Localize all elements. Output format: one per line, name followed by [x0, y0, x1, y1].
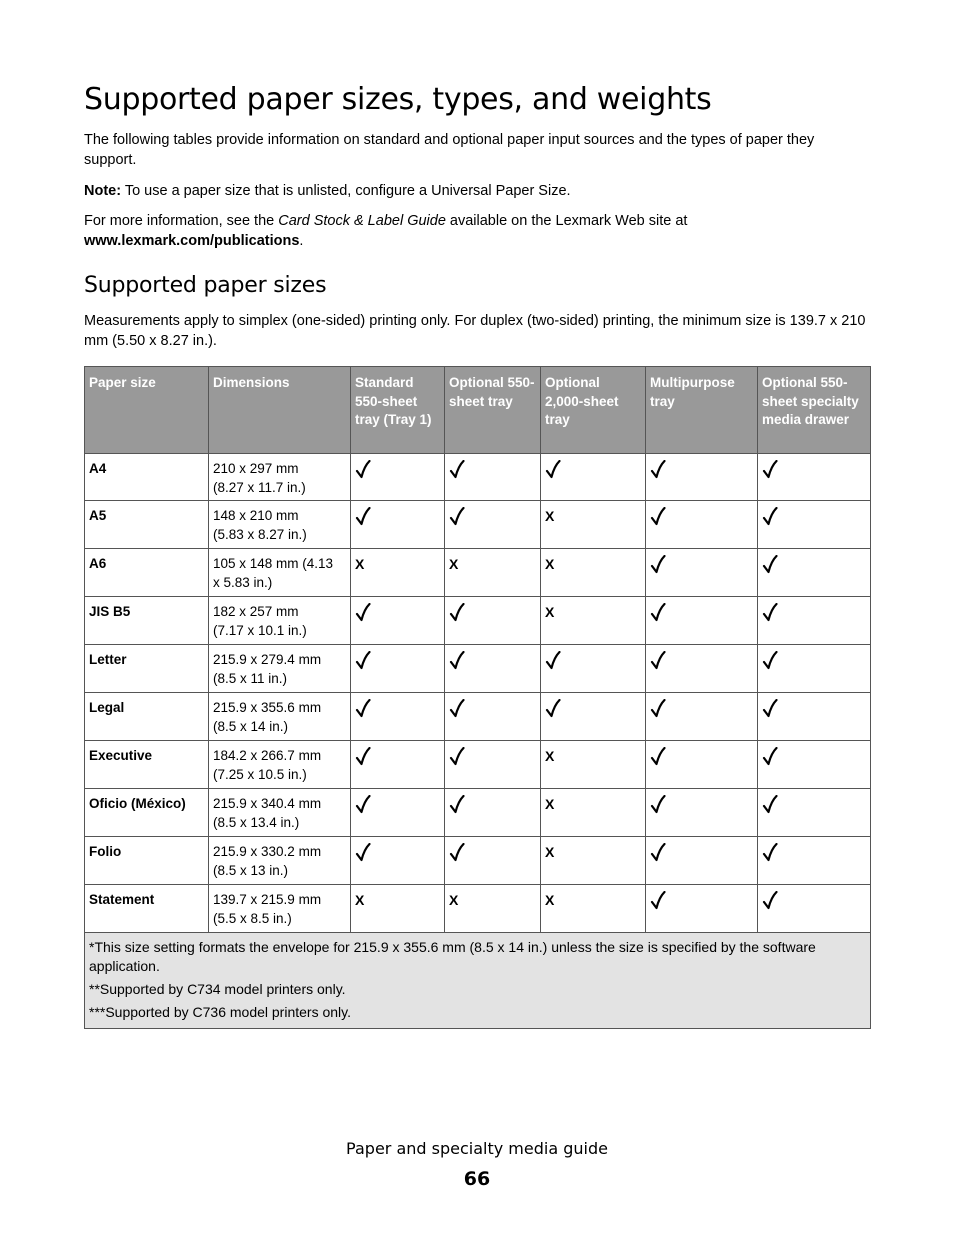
supported-cell: [646, 597, 758, 645]
paper-size-name: A4: [85, 454, 209, 501]
table-row: [85, 501, 871, 549]
table-row: [85, 645, 871, 693]
paper-dimensions: [209, 741, 351, 789]
supported-cell: [351, 693, 445, 741]
checkmark-icon: [762, 651, 778, 671]
supported-cell: [646, 885, 758, 933]
checkmark-icon: [355, 795, 371, 815]
paper-dimensions: [209, 454, 351, 501]
table-row: [85, 789, 871, 837]
supported-cell: [541, 645, 646, 693]
supported-cell: [541, 693, 646, 741]
supported-cell: [758, 597, 871, 645]
supported-cell: [758, 789, 871, 837]
measurement-note: Measurements apply to simplex (one-sided) printing only. For duplex (two-sided) printing, the minimum size is 139.7 x 210 mm (5.50 x 8.27 in.).: [84, 313, 866, 349]
paper-dimensions: [209, 693, 351, 741]
unsupported-cell: X: [351, 549, 445, 597]
dimension-line: 215.9 x 355.6 mm: [213, 700, 322, 715]
checkmark-icon: [545, 699, 561, 719]
note-label: Note:: [84, 183, 122, 199]
checkmark-icon: [355, 699, 371, 719]
supported-cell: [351, 501, 445, 549]
supported-cell: [758, 549, 871, 597]
paper-dimensions: [209, 885, 351, 933]
checkmark-icon: [650, 651, 666, 671]
checkmark-icon: [650, 507, 666, 527]
dimension-line: 148 x 210 mm: [213, 508, 299, 523]
checkmark-icon: [762, 699, 778, 719]
unsupported-cell: X: [541, 789, 646, 837]
supported-cell: [445, 837, 541, 885]
supported-cell: [445, 645, 541, 693]
paper-dimensions: [209, 549, 351, 597]
unsupported-cell: X: [445, 885, 541, 933]
dimension-line: 105 x 148 mm (4.13: [213, 556, 334, 571]
table-row: [85, 741, 871, 789]
unsupported-cell: X: [541, 501, 646, 549]
supported-cell: [758, 454, 871, 501]
checkmark-icon: [762, 460, 778, 480]
supported-cell: [758, 741, 871, 789]
dimension-line: 210 x 297 mm: [213, 461, 299, 476]
checkmark-icon: [449, 651, 465, 671]
checkmark-icon: [355, 843, 371, 863]
checkmark-icon: [449, 795, 465, 815]
supported-cell: [646, 645, 758, 693]
paper-size-name: Legal: [85, 693, 209, 741]
section-title: Supported paper sizes: [84, 273, 327, 298]
table-row: [85, 693, 871, 741]
dimension-line: 184.2 x 266.7 mm: [213, 748, 322, 763]
note-paragraph: [84, 181, 870, 201]
footnote: *This size setting formats the envelope for 215.9 x 355.6 mm (8.5 x 14 in.) unless the size is specified by the software application.: [89, 939, 816, 974]
dimension-line: 139.7 x 215.9 mm: [213, 892, 322, 907]
checkmark-icon: [762, 891, 778, 911]
dimension-line: (8.5 x 13 in.): [213, 862, 289, 878]
unsupported-cell: X: [541, 837, 646, 885]
checkmark-icon: [449, 843, 465, 863]
supported-cell: [445, 789, 541, 837]
paper-size-name: Letter: [85, 645, 209, 693]
paper-dimensions: [209, 501, 351, 549]
supported-cell: [351, 741, 445, 789]
paper-dimensions: [209, 645, 351, 693]
supported-cell: [646, 789, 758, 837]
paper-size-name: Folio: [85, 837, 209, 885]
supported-cell: [758, 645, 871, 693]
footnote: ***Supported by C736 model printers only.: [89, 1004, 352, 1020]
supported-cell: [758, 885, 871, 933]
checkmark-icon: [650, 555, 666, 575]
paper-dimensions: [209, 597, 351, 645]
checkmark-icon: [762, 747, 778, 767]
footnotes-cell: [85, 933, 871, 1029]
header-multipurpose-tray: Multipurpose tray: [646, 367, 758, 454]
more-info-paragraph: [84, 211, 870, 251]
table-header-row: [85, 367, 871, 454]
paper-dimensions: [209, 789, 351, 837]
footer-guide-title: Paper and specialty media guide: [346, 1139, 608, 1158]
supported-cell: [758, 501, 871, 549]
dimension-line: x 5.83 in.): [213, 574, 273, 590]
supported-cell: [541, 454, 646, 501]
supported-cell: [646, 501, 758, 549]
supported-cell: [351, 789, 445, 837]
lexmark-url-link[interactable]: www.lexmark.com/publications: [84, 233, 300, 249]
checkmark-icon: [762, 555, 778, 575]
intro-paragraph: The following tables provide information on standard and optional paper input sources and the types of paper they support.: [84, 132, 815, 168]
more-info-after: available on the Lexmark Web site at: [445, 213, 688, 229]
page-title: Supported paper sizes, types, and weights: [84, 82, 712, 117]
header-dimensions: Dimensions: [209, 367, 351, 454]
checkmark-icon: [762, 507, 778, 527]
supported-cell: [351, 454, 445, 501]
dimension-line: 215.9 x 279.4 mm: [213, 652, 322, 667]
checkmark-icon: [545, 651, 561, 671]
supported-cell: [445, 693, 541, 741]
dimension-line: (8.5 x 14 in.): [213, 718, 289, 734]
footnote: **Supported by C734 model printers only.: [89, 981, 346, 997]
checkmark-icon: [449, 699, 465, 719]
dimension-line: (8.5 x 11 in.): [213, 670, 288, 686]
checkmark-icon: [650, 460, 666, 480]
checkmark-icon: [449, 747, 465, 767]
supported-cell: [351, 645, 445, 693]
paper-size-name: Executive: [85, 741, 209, 789]
dimension-line: 182 x 257 mm: [213, 604, 299, 619]
checkmark-icon: [650, 891, 666, 911]
supported-cell: [351, 837, 445, 885]
supported-cell: [646, 837, 758, 885]
paper-size-name: JIS B5: [85, 597, 209, 645]
dimension-line: 215.9 x 340.4 mm: [213, 796, 322, 811]
more-info-end: .: [299, 233, 304, 249]
checkmark-icon: [650, 699, 666, 719]
supported-cell: [646, 454, 758, 501]
checkmark-icon: [762, 843, 778, 863]
header-optional-550-tray: Optional 550-sheet tray: [445, 367, 541, 454]
paper-size-name: A6: [85, 549, 209, 597]
page-number: 66: [463, 1168, 491, 1190]
supported-cell: [646, 549, 758, 597]
unsupported-cell: X: [445, 549, 541, 597]
supported-cell: [351, 597, 445, 645]
paper-size-name: Oficio (México): [85, 789, 209, 837]
checkmark-icon: [449, 460, 465, 480]
checkmark-icon: [449, 507, 465, 527]
header-paper-size: Paper size: [85, 367, 209, 454]
paper-dimensions: [209, 837, 351, 885]
checkmark-icon: [650, 603, 666, 623]
supported-cell: [445, 597, 541, 645]
unsupported-cell: X: [541, 549, 646, 597]
table-row: [85, 885, 871, 933]
checkmark-icon: [650, 795, 666, 815]
supported-cell: [445, 741, 541, 789]
checkmark-icon: [355, 651, 371, 671]
dimension-line: (7.25 x 10.5 in.): [213, 766, 307, 782]
supported-cell: [646, 741, 758, 789]
note-text: To use a paper size that is unlisted, configure a Universal Paper Size.: [121, 183, 571, 199]
paper-size-name: A5: [85, 501, 209, 549]
checkmark-icon: [762, 795, 778, 815]
unsupported-cell: X: [541, 597, 646, 645]
supported-cell: [445, 454, 541, 501]
dimension-line: 215.9 x 330.2 mm: [213, 844, 322, 859]
header-standard-tray: Standard 550-sheet tray (Tray 1): [351, 367, 445, 454]
checkmark-icon: [650, 843, 666, 863]
supported-cell: [758, 837, 871, 885]
checkmark-icon: [545, 460, 561, 480]
guide-title: Card Stock & Label Guide: [278, 213, 446, 229]
dimension-line: (8.27 x 11.7 in.): [213, 479, 306, 495]
table-row: [85, 597, 871, 645]
checkmark-icon: [449, 603, 465, 623]
table-row: [85, 837, 871, 885]
paper-sizes-table: [84, 366, 871, 1029]
dimension-line: (5.83 x 8.27 in.): [213, 526, 307, 542]
dimension-line: (8.5 x 13.4 in.): [213, 814, 300, 830]
unsupported-cell: X: [541, 741, 646, 789]
unsupported-cell: X: [351, 885, 445, 933]
checkmark-icon: [355, 603, 371, 623]
checkmark-icon: [355, 507, 371, 527]
supported-cell: [445, 501, 541, 549]
unsupported-cell: X: [541, 885, 646, 933]
checkmark-icon: [355, 747, 371, 767]
more-info-before: For more information, see the: [84, 213, 279, 229]
header-specialty-drawer: Optional 550-sheet specialty media drawer: [758, 367, 871, 454]
dimension-line: (5.5 x 8.5 in.): [213, 910, 292, 926]
header-optional-2000-tray: Optional 2,000-sheet tray: [541, 367, 646, 454]
dimension-line: (7.17 x 10.1 in.): [213, 622, 307, 638]
supported-cell: [646, 693, 758, 741]
checkmark-icon: [650, 747, 666, 767]
paper-size-name: Statement: [85, 885, 209, 933]
supported-cell: [758, 693, 871, 741]
checkmark-icon: [762, 603, 778, 623]
checkmark-icon: [355, 460, 371, 480]
table-row: [85, 454, 871, 501]
table-row: [85, 549, 871, 597]
footnotes-row: [85, 933, 871, 1029]
